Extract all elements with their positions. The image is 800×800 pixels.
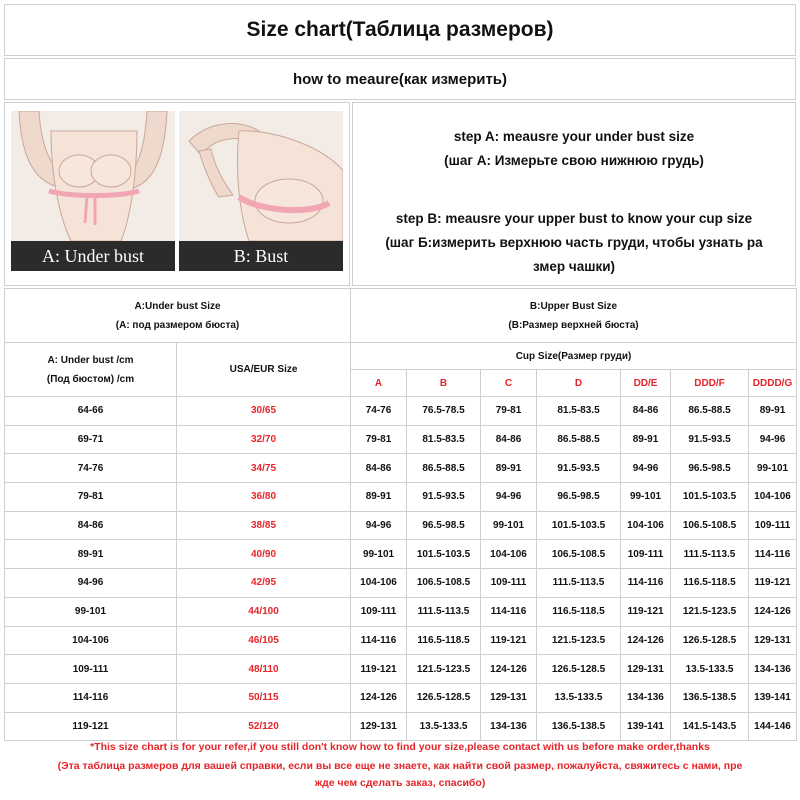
usa-eur-size-cell: 40/90 [177,540,351,569]
under-bust-cell: 109-111 [5,655,177,684]
cup-measurement-cell: 114-116 [481,597,537,626]
cup-measurement-cell: 109-111 [749,511,797,540]
under-bust-size-header: A:Under bust Size (А: под размером бюста) [5,289,351,343]
table-row [5,712,797,741]
usa-eur-size-cell: 46/105 [177,626,351,655]
under-bust-cell: 94-96 [5,569,177,598]
cup-measurement-cell: 84-86 [621,397,671,426]
cup-label: DD/E [621,370,671,397]
cup-measurement-cell: 134-136 [481,712,537,741]
table-row [5,597,797,626]
cup-measurement-cell: 111.5-113.5 [537,569,621,598]
cup-measurement-cell: 136.5-138.5 [671,683,749,712]
note-russian-2: жде чем сделать заказ, спасибо) [314,777,486,789]
page-title: Size chart(Таблица размеров) [246,18,554,41]
under-bust-figure [11,111,175,271]
cup-measurement-cell: 141.5-143.5 [671,712,749,741]
under-bust-cell: 64-66 [5,397,177,426]
subtitle-bar [4,58,796,100]
cup-measurement-cell: 99-101 [481,511,537,540]
under-bust-cell: 114-116 [5,683,177,712]
step-b-translation-2: змер чашки) [532,259,615,274]
cup-label: A [351,370,407,397]
cup-measurement-cell: 111.5-113.5 [671,540,749,569]
usa-eur-size-cell: 30/65 [177,397,351,426]
cup-measurement-cell: 109-111 [351,597,407,626]
step-b [353,207,795,279]
cup-measurement-cell: 81.5-83.5 [407,425,481,454]
cup-measurement-cell: 81.5-83.5 [537,397,621,426]
bust-figure [179,111,343,271]
measurement-steps [352,102,796,286]
usa-eur-size-cell: 38/85 [177,511,351,540]
under-bust-illustration [11,111,175,241]
cup-measurement-cell: 129-131 [351,712,407,741]
under-bust-cell: 89-91 [5,540,177,569]
table-row [5,683,797,712]
cup-measurement-cell: 116.5-118.5 [537,597,621,626]
under-bust-cell: 99-101 [5,597,177,626]
cup-measurement-cell: 96.5-98.5 [407,511,481,540]
cup-measurement-cell: 96.5-98.5 [537,483,621,512]
cup-measurement-cell: 134-136 [621,683,671,712]
cup-measurement-cell: 111.5-113.5 [407,597,481,626]
cup-measurement-cell: 101.5-103.5 [537,511,621,540]
step-a-text: step A: meausre your under bust size [453,129,695,144]
cup-measurement-cell: 74-76 [351,397,407,426]
cup-measurement-cell: 89-91 [749,397,797,426]
cup-measurement-cell: 134-136 [749,655,797,684]
cup-measurement-cell: 79-81 [351,425,407,454]
bust-caption: B: Bust [179,241,343,271]
step-b-text: step B: meausre your upper bust to know your cup size [395,211,753,226]
cup-measurement-cell: 94-96 [621,454,671,483]
cup-measurement-cell: 13.5-133.5 [671,655,749,684]
table-row [5,483,797,512]
cup-label: D [537,370,621,397]
cup-measurement-cell: 126.5-128.5 [407,683,481,712]
title-bar [4,4,796,56]
cup-measurement-cell: 94-96 [749,425,797,454]
cup-measurement-cell: 114-116 [351,626,407,655]
cup-measurement-cell: 99-101 [351,540,407,569]
cup-label: C [481,370,537,397]
cup-label: DDD/F [671,370,749,397]
cup-measurement-cell: 94-96 [481,483,537,512]
table-row [5,425,797,454]
cup-measurement-cell: 104-106 [481,540,537,569]
cup-measurement-cell: 104-106 [621,511,671,540]
cup-measurement-cell: 79-81 [481,397,537,426]
cup-measurement-cell: 106.5-108.5 [671,511,749,540]
cup-measurement-cell: 13.5-133.5 [407,712,481,741]
cup-measurement-cell: 114-116 [621,569,671,598]
under-bust-cell: 104-106 [5,626,177,655]
under-bust-cm-header: A: Under bust /cm (Под бюстом) /cm [5,343,177,397]
cup-measurement-cell: 99-101 [621,483,671,512]
table-row [5,511,797,540]
cup-measurement-cell: 91.5-93.5 [537,454,621,483]
cup-measurement-cell: 96.5-98.5 [671,454,749,483]
cup-measurement-cell: 84-86 [481,425,537,454]
cup-measurement-cell: 89-91 [351,483,407,512]
cup-measurement-cell: 129-131 [621,655,671,684]
step-a [353,125,795,173]
cup-measurement-cell: 109-111 [481,569,537,598]
under-bust-cell: 84-86 [5,511,177,540]
usa-eur-size-cell: 52/120 [177,712,351,741]
cup-measurement-cell: 89-91 [621,425,671,454]
usa-eur-size-cell: 32/70 [177,425,351,454]
cup-label: B [407,370,481,397]
usa-eur-size-cell: 42/95 [177,569,351,598]
table-row [5,626,797,655]
cup-measurement-cell: 101.5-103.5 [407,540,481,569]
cup-measurement-cell: 121.5-123.5 [537,626,621,655]
cup-measurement-cell: 121.5-123.5 [671,597,749,626]
cup-measurement-cell: 84-86 [351,454,407,483]
bust-illustration [179,111,343,241]
cup-label: DDDD/G [749,370,797,397]
under-bust-cell: 79-81 [5,483,177,512]
cup-measurement-cell: 126.5-128.5 [537,655,621,684]
note-russian-1: (Эта таблица размеров для вашей справки, если вы все еще не знаете, как найти свой размер, пожалуйста, свяжитесь с нами, пре [57,760,743,772]
cup-measurement-cell: 116.5-118.5 [407,626,481,655]
under-bust-caption: A: Under bust [11,241,175,271]
cup-measurement-cell: 106.5-108.5 [407,569,481,598]
cup-measurement-cell: 109-111 [621,540,671,569]
size-table [4,288,797,741]
usa-eur-size-cell: 50/115 [177,683,351,712]
table-row [5,454,797,483]
under-bust-cell: 119-121 [5,712,177,741]
cup-measurement-cell: 124-126 [351,683,407,712]
cup-measurement-cell: 104-106 [749,483,797,512]
cup-measurement-cell: 101.5-103.5 [671,483,749,512]
cup-measurement-cell: 13.5-133.5 [537,683,621,712]
cup-measurement-cell: 76.5-78.5 [407,397,481,426]
cup-measurement-cell: 124-126 [481,655,537,684]
cup-size-header: Cup Size(Размер груди) [351,343,797,370]
usa-eur-size-header: USA/EUR Size [177,343,351,397]
cup-measurement-cell: 119-121 [351,655,407,684]
under-bust-cell: 69-71 [5,425,177,454]
cup-measurement-cell: 106.5-108.5 [537,540,621,569]
cup-measurement-cell: 86.5-88.5 [537,425,621,454]
cup-measurement-cell: 139-141 [621,712,671,741]
cup-measurement-cell: 136.5-138.5 [537,712,621,741]
table-row [5,540,797,569]
cup-measurement-cell: 99-101 [749,454,797,483]
upper-bust-size-header: B:Upper Bust Size (B:Размер верхней бюста) [351,289,797,343]
under-bust-cell: 74-76 [5,454,177,483]
note-english: *This size chart is for your refer,if you still don't know how to find your size,please contact with us before make order,thanks [90,741,710,753]
cup-measurement-cell: 129-131 [749,626,797,655]
cup-measurement-cell: 124-126 [621,626,671,655]
cup-measurement-cell: 114-116 [749,540,797,569]
table-row [5,397,797,426]
usa-eur-size-cell: 34/75 [177,454,351,483]
cup-measurement-cell: 89-91 [481,454,537,483]
cup-measurement-cell: 116.5-118.5 [671,569,749,598]
step-a-translation: (шаг A: Измерьте свою нижнюю грудь) [444,153,704,168]
measurement-illustrations [4,102,350,286]
cup-measurement-cell: 126.5-128.5 [671,626,749,655]
cup-measurement-cell: 91.5-93.5 [671,425,749,454]
step-b-translation-1: (шаг Б:измерить верхнюю часть груди, чтобы узнать ра [385,235,763,250]
table-row [5,655,797,684]
cup-measurement-cell: 86.5-88.5 [407,454,481,483]
cup-measurement-cell: 121.5-123.5 [407,655,481,684]
page-subtitle: how to meaure(как измерить) [292,70,508,88]
cup-measurement-cell: 104-106 [351,569,407,598]
table-row [5,569,797,598]
cup-measurement-cell: 124-126 [749,597,797,626]
cup-measurement-cell: 129-131 [481,683,537,712]
cup-measurement-cell: 144-146 [749,712,797,741]
cup-measurement-cell: 86.5-88.5 [671,397,749,426]
usa-eur-size-cell: 48/110 [177,655,351,684]
usa-eur-size-cell: 36/80 [177,483,351,512]
cup-measurement-cell: 91.5-93.5 [407,483,481,512]
cup-measurement-cell: 119-121 [621,597,671,626]
usa-eur-size-cell: 44/100 [177,597,351,626]
cup-measurement-cell: 139-141 [749,683,797,712]
cup-measurement-cell: 119-121 [749,569,797,598]
cup-measurement-cell: 94-96 [351,511,407,540]
cup-measurement-cell: 119-121 [481,626,537,655]
